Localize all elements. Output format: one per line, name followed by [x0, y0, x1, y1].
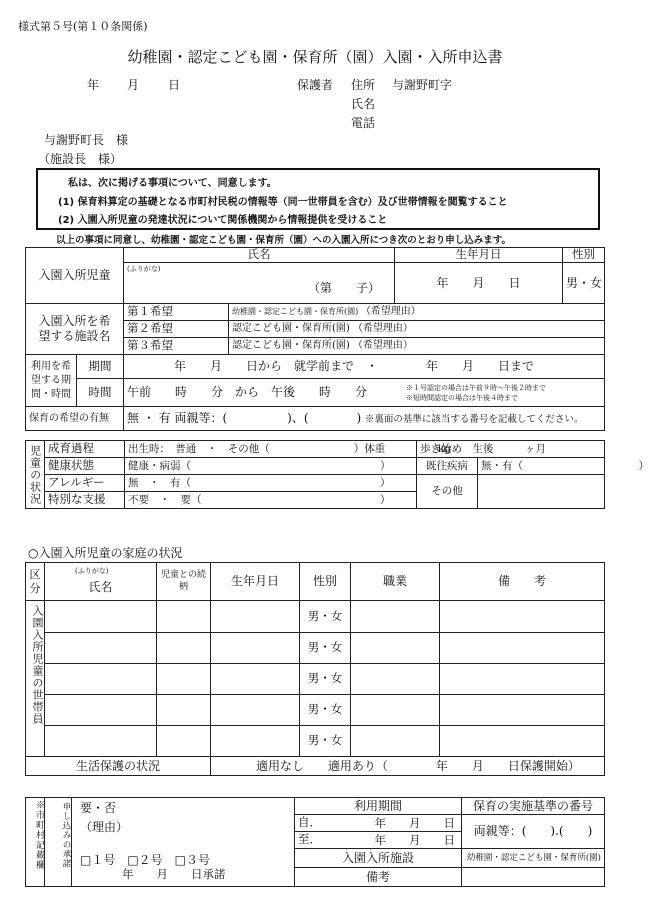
child-sex-field[interactable]: 男・女	[563, 263, 605, 304]
addressee-mayor: 与謝野町長 様	[44, 133, 129, 147]
support-label: 特別な支援	[45, 492, 125, 509]
hope-label: 保育の希望の有無	[26, 407, 124, 431]
period-field[interactable]: 年 月 日から 就学前まで ・ 年 月 日まで	[124, 355, 605, 379]
history-field[interactable]: 無・有（ ）	[478, 458, 605, 475]
hope-field[interactable]	[124, 407, 605, 431]
time-field[interactable]	[124, 379, 605, 407]
furigana-label: (ふりがな)	[127, 265, 161, 273]
wish-3-field[interactable]	[229, 338, 605, 355]
guardian-address-value: 与謝野町字	[392, 78, 453, 92]
time-note-2: ※短時間認定の場合は午後４時まで	[406, 394, 519, 402]
time-note-1: ※１号認定の場合は午前９時～午後２時まで	[406, 384, 547, 392]
family-sex-cell[interactable]: 男・女	[300, 726, 351, 757]
consent-intro: 私は、次に掲げる事項について、同意します。	[68, 178, 277, 189]
wish-3-label: 第３希望	[124, 338, 229, 355]
dob-col-header: 生年月日	[211, 563, 300, 601]
period-from-label: 自．	[298, 815, 321, 830]
office-remarks-field[interactable]	[462, 868, 605, 887]
addressee-director: （施設長 様）	[38, 152, 123, 166]
hope-value: 無 ・ 有 両親等：( )、( )	[127, 411, 362, 426]
page-title: 幼稚園・認定こども園・保育所（園）入園・入所申込書	[127, 48, 503, 66]
family-job-cell[interactable]	[351, 695, 440, 726]
family-relation-cell[interactable]	[157, 633, 211, 664]
family-sex-cell[interactable]: 男・女	[300, 695, 351, 726]
wish-2-reason: （希望理由）	[357, 323, 413, 334]
family-dob-cell[interactable]	[211, 664, 300, 695]
health-label: 健康状態	[45, 458, 125, 475]
remarks-header: 備 考	[440, 563, 605, 601]
wish-2-label: 第２希望	[124, 321, 229, 338]
relation-header: 児童との続柄	[157, 563, 211, 601]
child-row-label: 入園入所児童	[26, 248, 124, 304]
health-field[interactable]: 健康・病弱（ ）	[125, 458, 417, 475]
approval-date: 年 月 日承諾	[122, 867, 226, 881]
wish-2-field[interactable]	[229, 321, 605, 338]
allergy-label: アレルギー	[45, 475, 125, 492]
standard-header: 保育の実施基準の番号	[462, 798, 605, 815]
usage-label: 利用を希望する期間・時間	[26, 355, 77, 407]
family-name-cell[interactable]	[45, 726, 157, 757]
consent-decision-label: 申し込みの承諾	[45, 798, 72, 887]
support-field[interactable]: 不要 ・ 要（ ）	[125, 492, 417, 509]
decision-field[interactable]	[72, 798, 295, 887]
guardian-phone-label: 電話	[351, 116, 376, 130]
wish-3-reason: （希望理由）	[357, 340, 413, 351]
application-statement: 以上の事項に同意し、幼稚園・認定こども園・保育所（園）への入園入所につき次のとおり申し込みます。	[56, 235, 512, 246]
family-dob-cell[interactable]	[211, 695, 300, 726]
welfare-none: 適用なし	[255, 758, 304, 773]
family-dob-cell[interactable]	[211, 601, 300, 633]
consent-item-1: (1) 保育料算定の基礎となる市町村民税の情報等（同一世帯員を含む）及び世帯情報を閲覧すること	[58, 197, 508, 208]
guardian-label: 保護者	[297, 78, 334, 92]
family-dob-cell[interactable]	[211, 726, 300, 757]
kubun-header: 区分	[26, 563, 45, 601]
facility-label: 入園入所施設	[295, 849, 462, 868]
family-remarks-cell[interactable]	[440, 601, 605, 633]
other-label: その他	[417, 475, 478, 509]
family-name-cell[interactable]	[45, 633, 157, 664]
history-label: 既往疾病	[417, 458, 478, 475]
form-number: 様式第５号(第１０条関係)	[18, 20, 148, 33]
family-remarks-cell[interactable]	[440, 695, 605, 726]
wish-label: 入園入所を希望する施設名	[26, 304, 124, 355]
period-from-field[interactable]	[295, 815, 462, 832]
sex-header: 性別	[563, 248, 605, 263]
family-relation-cell[interactable]	[157, 664, 211, 695]
other-field[interactable]	[478, 475, 605, 509]
cert-checkboxes: □１号 □２号 □３号	[80, 853, 211, 867]
family-remarks-cell[interactable]	[440, 633, 605, 664]
welfare-label: 生活保護の状況	[26, 757, 211, 776]
date-month: 月	[127, 78, 140, 92]
child-order: （第 子）	[308, 281, 381, 295]
family-relation-cell[interactable]	[157, 601, 211, 633]
family-sex-cell[interactable]: 男・女	[300, 664, 351, 695]
family-name-cell[interactable]	[45, 601, 157, 633]
sex-col-header: 性別	[300, 563, 351, 601]
office-table	[25, 797, 605, 887]
growth-field[interactable]: 出生時： 普通 ・ その他（ ）体重 kg	[125, 441, 417, 458]
wish-3-type: 認定こども園・保育所(園)	[232, 340, 350, 351]
period-to-ymd: 年 月 日	[374, 833, 455, 847]
welfare-applied: 適用あり（ 年 月 日保護開始）	[327, 758, 580, 773]
date-day: 日	[168, 78, 181, 92]
wish-1-label: 第１希望	[124, 304, 229, 321]
family-table	[25, 562, 605, 776]
office-remarks-label: 備考	[295, 868, 462, 887]
family-sex-cell[interactable]: 男・女	[300, 633, 351, 664]
name-col-header	[45, 563, 157, 601]
period-to-label: 至．	[298, 832, 321, 847]
period-header: 利用期間	[295, 798, 462, 815]
dob-header: 生年月日	[395, 248, 563, 263]
walk-field[interactable]: 歩き始め 生後 ヶ月	[417, 441, 605, 458]
child-dob-field[interactable]: 年 月 日	[395, 263, 563, 304]
period-from-ymd: 年 月 日	[374, 816, 455, 830]
period-to-field[interactable]	[295, 832, 462, 849]
family-remarks-cell[interactable]	[440, 726, 605, 757]
decision-reason: （理由）	[80, 820, 129, 834]
family-remarks-cell[interactable]	[440, 664, 605, 695]
family-relation-cell[interactable]	[157, 695, 211, 726]
family-sex-cell[interactable]: 男・女	[300, 601, 351, 633]
guardian-address-label: 住所	[351, 78, 376, 92]
family-section-title: ○入園入所児童の家庭の状況	[28, 546, 183, 560]
office-side-label: ※市町村記載欄	[26, 798, 45, 887]
facility-field[interactable]: 幼稚園・認定こども園・保育所(園)	[462, 849, 605, 868]
name-header: 氏名	[124, 248, 395, 263]
consent-item-2: (2) 入園入所児童の発達状況について関係機関から情報提供を受けること	[58, 215, 388, 226]
family-furigana-label: (ふりがな)	[75, 567, 109, 575]
period-label: 期間	[77, 355, 124, 379]
family-name-cell[interactable]	[45, 664, 157, 695]
consent-box	[36, 168, 600, 230]
family-job-cell[interactable]	[351, 601, 440, 633]
growth-label: 成育過程	[45, 441, 125, 458]
yes-no: 要・否	[80, 801, 117, 815]
time-label: 時間	[77, 379, 124, 407]
guardian-name-label: 氏名	[351, 97, 376, 111]
family-side-label: 入園入所児童の世帯員	[26, 601, 45, 757]
child-table	[25, 247, 605, 431]
family-job-cell[interactable]	[351, 726, 440, 757]
status-side-label: 児童の状況	[26, 441, 45, 509]
status-table	[25, 440, 649, 509]
standard-field[interactable]: 両親等：( ).( )	[462, 815, 605, 849]
family-name-cell[interactable]	[45, 695, 157, 726]
wish-2-type: 認定こども園・保育所(園)	[232, 323, 350, 334]
time-value: 午前 時 分 から 午後 時 分	[127, 385, 368, 400]
family-relation-cell[interactable]	[157, 726, 211, 757]
job-header: 職業	[351, 563, 440, 601]
allergy-field[interactable]: 無 ・ 有（ ）	[125, 475, 417, 492]
hope-note: ※裏面の基準に該当する番号を記載してください。	[364, 414, 584, 426]
family-job-cell[interactable]	[351, 664, 440, 695]
wish-1-reason: （希望理由）	[360, 306, 421, 317]
wish-1-type: 幼稚園・認定こども園・保育所(園)	[232, 307, 359, 316]
welfare-field[interactable]	[211, 757, 605, 776]
wish-1-field[interactable]	[229, 304, 605, 321]
date-year: 年	[87, 78, 100, 92]
child-name-field[interactable]	[124, 263, 395, 304]
family-job-cell[interactable]	[351, 633, 440, 664]
family-dob-cell[interactable]	[211, 633, 300, 664]
family-name-header: 氏名	[88, 580, 113, 595]
